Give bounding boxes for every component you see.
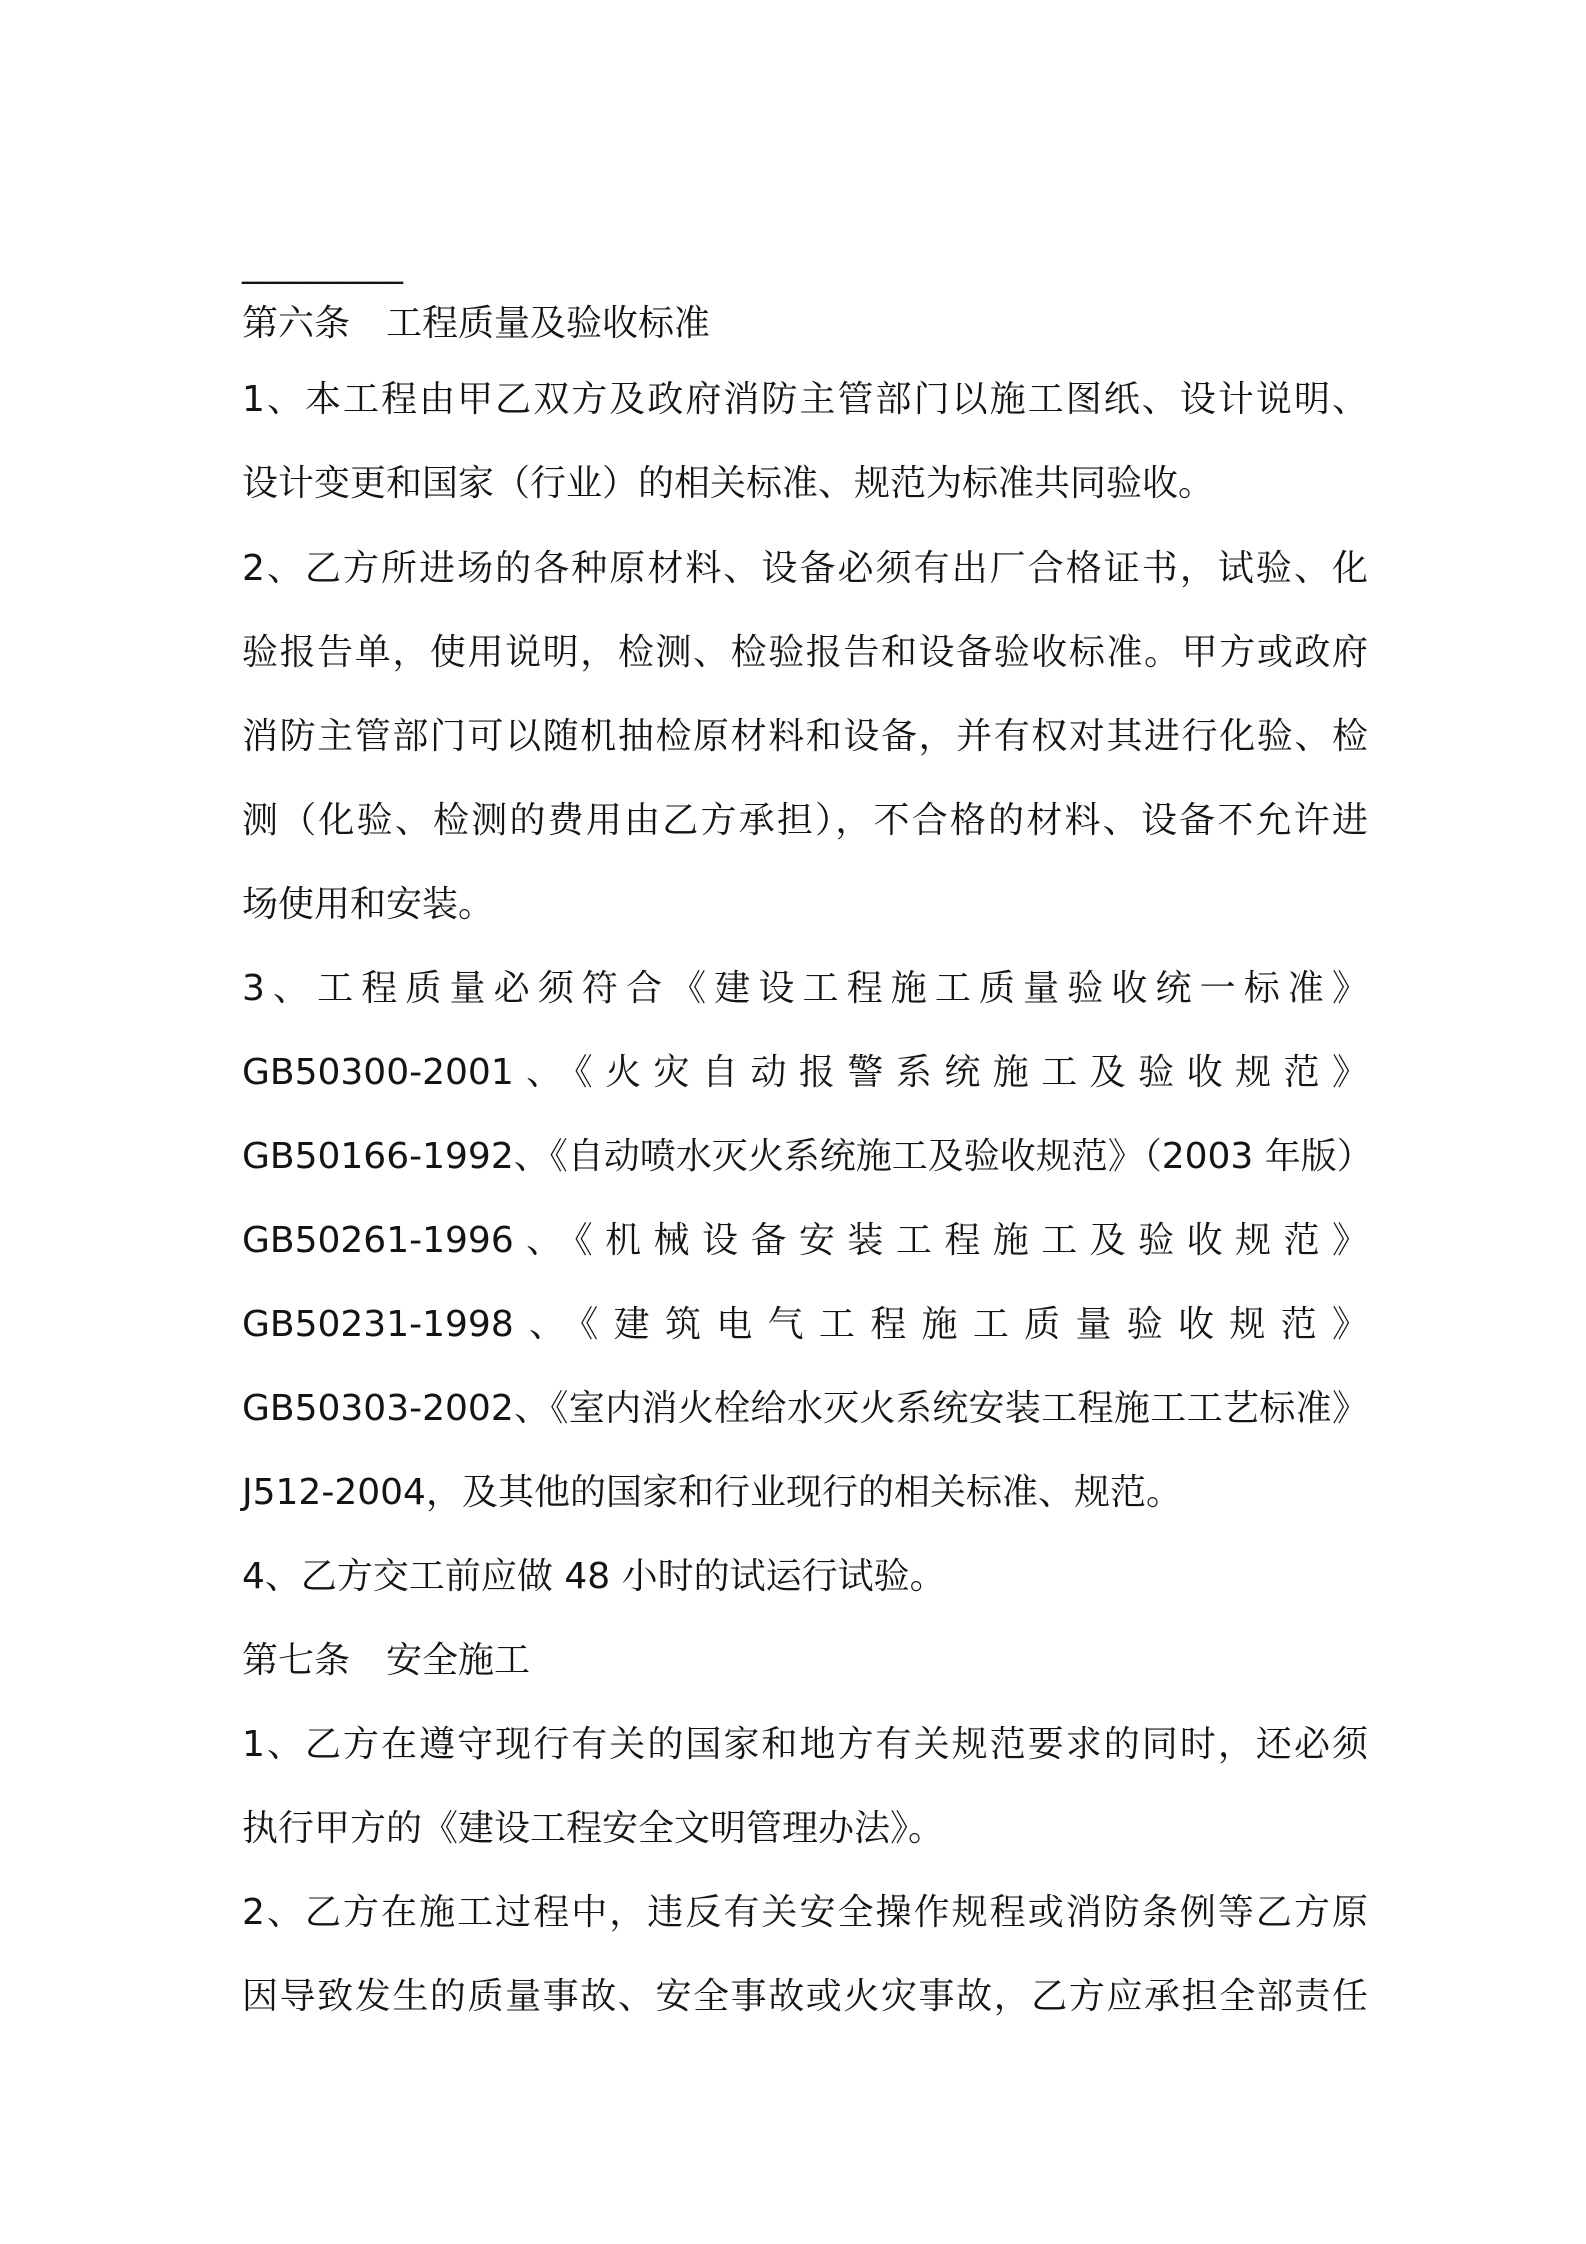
article-6-heading: 第六条 工程质量及验收标准 [242, 303, 711, 344]
paragraph-line: 3、工程质量必须符合《建设工程施工质量验收统一标准》 [242, 968, 1368, 1009]
standard-line: GB50300-2001、《火灾自动报警系统施工及验收规范》 [242, 1052, 1368, 1093]
article-7-heading: 第七条 安全施工 [242, 1640, 531, 1681]
standard-line: J512-2004，及其他的国家和行业现行的相关标准、规范。 [242, 1472, 1182, 1513]
standard-line: GB50261-1996、《机械设备安装工程施工及验收规范》 [242, 1220, 1368, 1261]
paragraph-line: 1、乙方在遵守现行有关的国家和地方有关规范要求的同时，还必须 [242, 1724, 1368, 1765]
paragraph-line: 设计变更和国家（行业）的相关标准、规范为标准共同验收。 [242, 463, 1215, 504]
paragraph-line: 验报告单，使用说明，检测、检验报告和设备验收标准。甲方或政府 [242, 632, 1368, 673]
paragraph-line: 2、乙方所进场的各种原材料、设备必须有出厂合格证书，试验、化 [242, 548, 1368, 589]
paragraph-line: 执行甲方的《建设工程安全文明管理办法》。 [242, 1808, 945, 1849]
blank-underline: __________ [242, 245, 402, 285]
standard-line: GB50231-1998、《建筑电气工程施工质量验收规范》 [242, 1304, 1368, 1345]
standard-line: GB50166-1992、《自动喷水灭火系统施工及验收规范》（2003 年版） [242, 1136, 1373, 1177]
paragraph-line: 4、乙方交工前应做 48 小时的试运行试验。 [242, 1556, 946, 1597]
paragraph-line: 1、本工程由甲乙双方及政府消防主管部门以施工图纸、设计说明、 [242, 379, 1368, 420]
paragraph-line: 场使用和安装。 [242, 884, 495, 925]
paragraph-line: 因导致发生的质量事故、安全事故或火灾事故，乙方应承担全部责任 [242, 1976, 1368, 2017]
standard-line: GB50303-2002、《室内消火栓给水灭火系统安装工程施工工艺标准》 [242, 1388, 1368, 1429]
paragraph-line: 2、乙方在施工过程中，违反有关安全操作规程或消防条例等乙方原 [242, 1892, 1368, 1933]
paragraph-line: 测（化验、检测的费用由乙方承担），不合格的材料、设备不允许进 [242, 800, 1368, 841]
paragraph-line: 消防主管部门可以随机抽检原材料和设备，并有权对其进行化验、检 [242, 716, 1368, 757]
